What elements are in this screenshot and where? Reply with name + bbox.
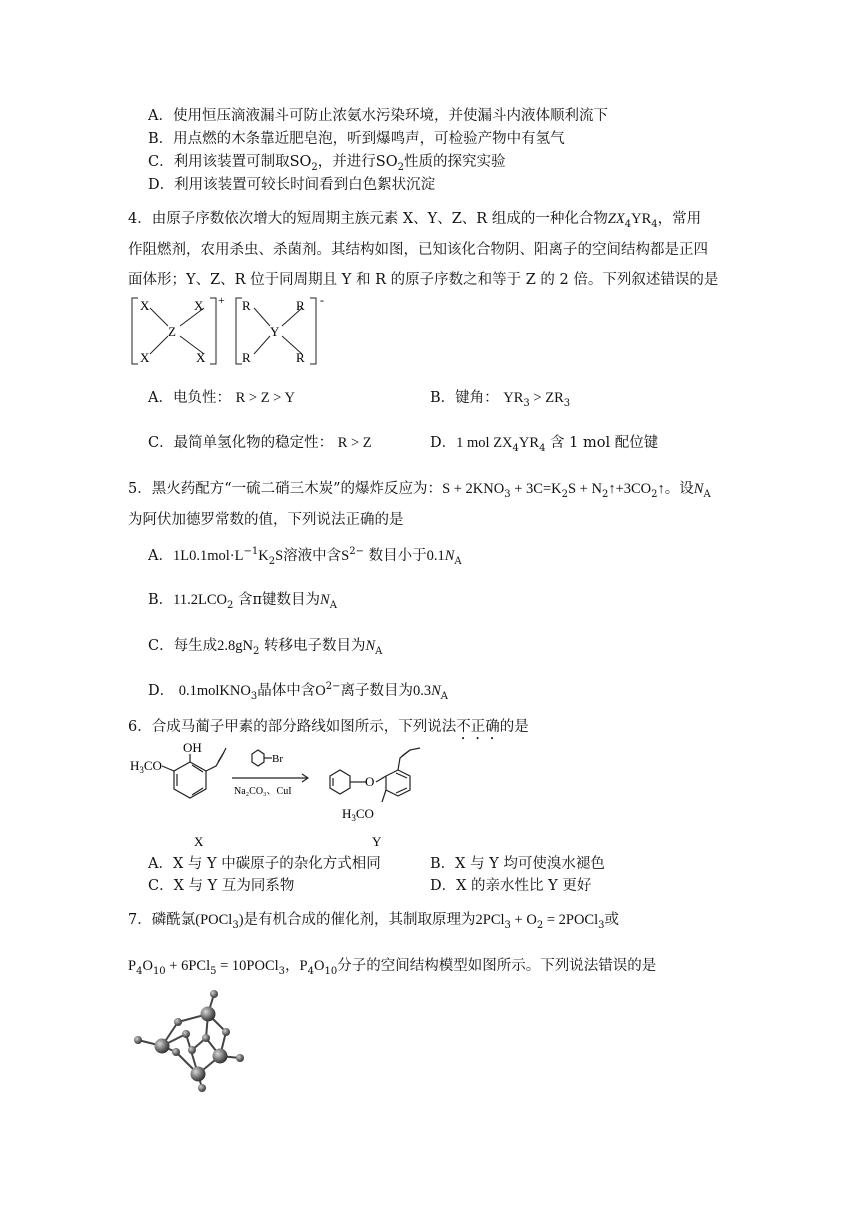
q3-option-a: A．使用恒压滴液漏斗可防止浓氨水污染环境，并使漏斗内液体顺利流下 — [148, 108, 608, 124]
q3-option-c: C．利用该装置可制取$SO_2$，并进行$SO_2$性质的探究实验 — [148, 154, 506, 173]
q6-reaction-scheme — [128, 740, 448, 852]
q4-stem-line3: 面体形；Y、Z、R 位于同周期且 Y 和 R 的原子序数之和等于 Z 的 2 倍。下列叙述错误的是 — [128, 272, 719, 288]
q7-stem-line1: 7．磷酰氯(POCl$_3$)是有机合成的催化剂，其制取原理为$2PCl_3 + O_2$ = 2POCl$_3$或 — [128, 912, 619, 931]
y-label: Y — [372, 834, 382, 849]
cation-charge: + — [218, 293, 225, 307]
model-bonds — [138, 994, 240, 1088]
cation-atom-x1: X — [140, 298, 150, 313]
q4-structure-diagram — [128, 290, 328, 370]
reagent-br: Br — [272, 753, 283, 765]
q5-option-c: C．每生成$2.8gN_2$ 转移电子数目为$N_A$ — [148, 638, 383, 657]
molecule-x — [162, 748, 226, 798]
q3-option-d: D．利用该装置可较长时间看到白色絮状沉淀 — [148, 177, 436, 193]
q6-stem: 6．合成马蔺子甲素的部分路线如图所示，下列说法不正确的是 — [128, 719, 529, 735]
cation-atom-z: Z — [168, 324, 176, 339]
reagent-conditions: Na₂CO₃、CuI — [234, 786, 292, 797]
anion-charge: - — [320, 293, 324, 307]
y-oxygen-label: O — [365, 774, 375, 789]
anion-atom-y: Y — [270, 324, 280, 339]
q6-option-d: D．X 的亲水性比 Y 更好 — [430, 878, 592, 894]
reaction-arrow — [232, 750, 308, 782]
q5-stem-line1: 5．黑火药配方“一硫二硝三木炭”的爆炸反应为：$S + 2KNO_3 + 3C=K_2S$ + $N_2↑+3CO_2↑$。设$N_A$ — [128, 481, 711, 500]
q3-option-b: B．用点燃的木条靠近肥皂泡，听到爆鸣声，可检验产物中有氢气 — [148, 131, 565, 147]
anion-atom-r3: R — [242, 350, 251, 365]
q6-option-a: A．X 与 Y 中碳原子的杂化方式相同 — [148, 856, 381, 872]
q5-option-a: A．$1L0.1mol\cdot L^{-1}K_2S$溶液中含$S^{2-}$ 数目小于$0.1N_A$ — [148, 546, 462, 567]
cation-atom-x2: X — [194, 298, 204, 313]
q4-stem-line1: 4．由原子序数依次增大的短周期主族元素 X、Y、Z、R 组成的一种化合物$ZX_4YR_4$，常用 — [128, 211, 702, 230]
q4-option-c: C．最简单氢化物的稳定性： R > Z — [148, 435, 372, 451]
q7-stem-line2: $P_4O_{10} + 6PCl_5$ = 10POCl$_3$，$P_4O_{10}$分子的空间结构模型如图所示。下列说法错误的是 — [128, 958, 657, 977]
q5-stem-line2: 为阿伏加德罗常数的值，下列说法正确的是 — [128, 512, 404, 528]
q6-option-c: C．X 与 Y 互为同系物 — [148, 878, 295, 894]
anion-atom-r4: R — [296, 350, 305, 365]
q4-option-d: D．1 mol $ZX_4YR_4$ 含 1 mol 配位键 — [430, 435, 659, 454]
x-oh-label: OH — [183, 740, 202, 755]
molecule-y — [330, 748, 420, 802]
y-h3co-label: $H_3CO$ — [342, 806, 374, 823]
q5-option-d: D． 0.1molKNO$_3$晶体中含$O^{2-}$离子数目为$0.3N_A$ — [148, 681, 448, 702]
p4o10-molecule-model — [130, 988, 250, 1093]
x-h3co-label: $H_3CO$ — [130, 758, 162, 775]
q4-option-b: B．键角： $YR_3 > ZR_3$ — [430, 390, 571, 409]
q5-option-b: B．$11.2LCO_2$ 含π键数目为$N_A$ — [148, 592, 337, 611]
q6-option-b: B．X 与 Y 均可使溴水褪色 — [430, 856, 605, 872]
cation-atom-x3: X — [140, 350, 150, 365]
anion-atom-r1: R — [242, 298, 251, 313]
q4-stem-line2: 作阻燃剂，农用杀虫、杀菌剂。其结构如图，已知该化合物阴、阳离子的空间结构都是正四 — [128, 242, 708, 258]
anion-atom-r2: R — [296, 298, 305, 313]
cation-atom-x4: X — [196, 350, 206, 365]
x-label: X — [194, 834, 204, 849]
q4-option-a: A．电负性： R > Z > Y — [148, 390, 295, 406]
